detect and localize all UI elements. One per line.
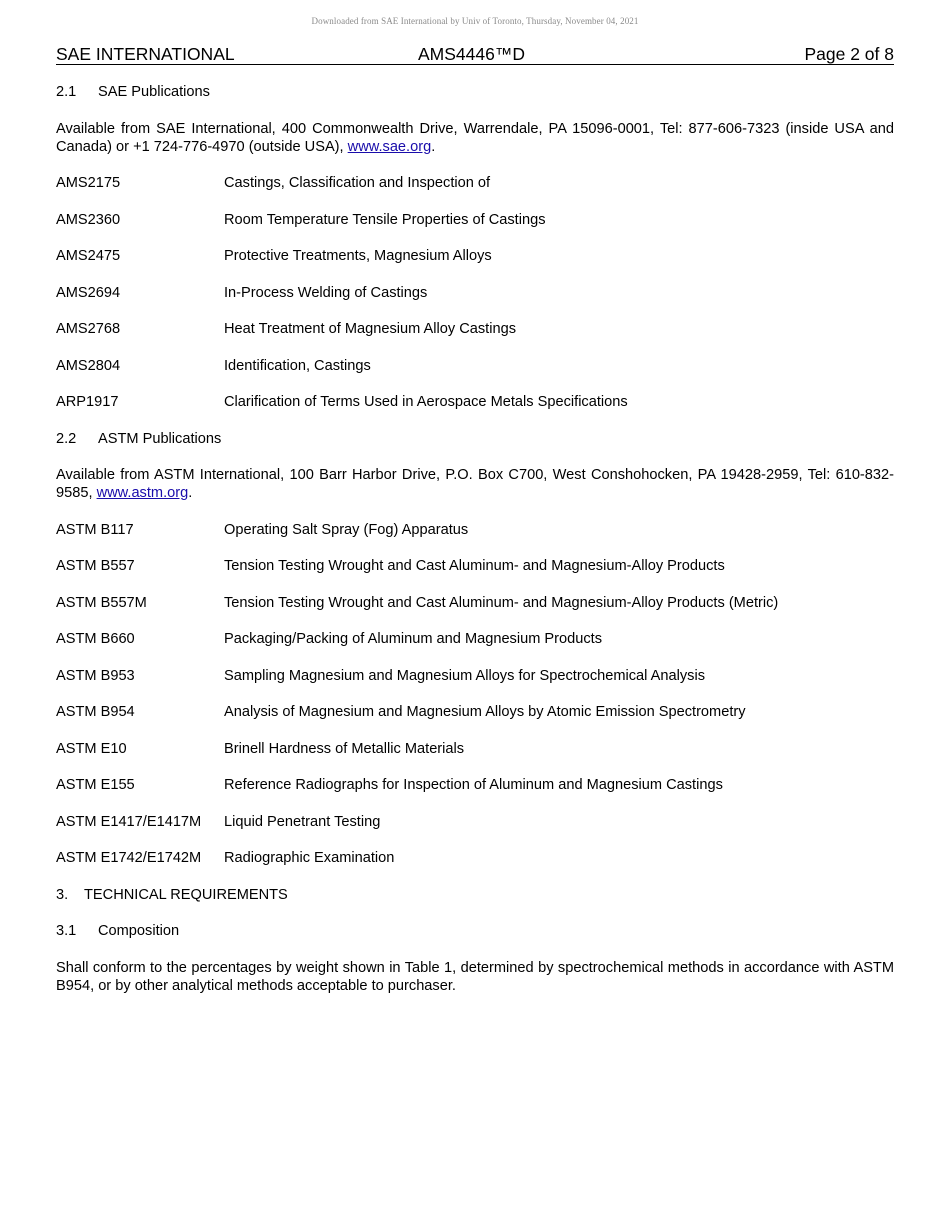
reference-code: ASTM B557 — [56, 558, 135, 574]
reference-title: Brinell Hardness of Metallic Materials — [224, 740, 465, 757]
section-number: 3.1 — [56, 923, 77, 939]
reference-row — [56, 740, 894, 758]
reference-title: Packaging/Packing of Aluminum and Magnesium Products — [224, 631, 603, 647]
sae-website-link[interactable]: www.sae.org — [347, 138, 432, 155]
download-watermark: Downloaded from SAE International by Univ of Toronto, Thursday, November 04, 2021 — [311, 16, 639, 26]
astm-website-link[interactable]: www.astm.org — [96, 485, 189, 501]
section-heading-composition — [56, 922, 894, 940]
reference-code: AMS2804 — [56, 357, 121, 374]
reference-code: AMS2768 — [56, 321, 121, 337]
reference-row — [56, 776, 894, 794]
reference-title: Tension Testing Wrought and Cast Aluminum- and Magnesium-Alloy Products — [224, 558, 725, 574]
reference-row — [56, 594, 894, 612]
page-header — [56, 44, 894, 65]
reference-code: ASTM B117 — [56, 521, 134, 538]
astm-intro-end: . — [188, 485, 193, 501]
sae-availability-paragraph — [56, 120, 894, 156]
reference-row — [56, 521, 894, 539]
reference-title: In-Process Welding of Castings — [224, 284, 428, 301]
reference-title: Clarification of Terms Used in Aerospace Metals Specifications — [224, 394, 628, 410]
reference-title: Heat Treatment of Magnesium Alloy Castings — [224, 321, 517, 337]
sae-reference-list — [56, 174, 894, 411]
reference-row — [56, 393, 894, 411]
reference-row — [56, 667, 894, 685]
reference-code: ASTM B953 — [56, 667, 135, 684]
reference-title: Castings, Classification and Inspection of — [224, 175, 491, 191]
reference-title: Reference Radiographs for Inspection of Aluminum and Magnesium Castings — [224, 777, 723, 793]
reference-row — [56, 247, 894, 265]
reference-code: AMS2360 — [56, 211, 121, 228]
reference-code: ASTM E155 — [56, 777, 135, 793]
reference-row — [56, 703, 894, 721]
reference-row — [56, 630, 894, 648]
astm-reference-list — [56, 521, 894, 868]
reference-code: ASTM E10 — [56, 740, 127, 757]
reference-code: AMS2475 — [56, 248, 121, 264]
section-title: ASTM Publications — [98, 430, 222, 447]
composition-paragraph: Shall conform to the percentages by weight shown in Table 1, determined by spectrochemical methods in accordance with ASTM B954, or by other analytical methods acceptable to purchaser. — [56, 959, 894, 994]
section-title: SAE Publications — [98, 84, 210, 100]
sae-intro-text: Available from SAE International, 400 Commonwealth Drive, Warrendale, PA 15096-0001, Tel: 877-606-7323 (inside USA and Canada) or +1 724-776-4970 (outside USA), — [56, 120, 894, 155]
header-page-number: Page 2 of 8 — [804, 44, 894, 64]
reference-code: ASTM E1742/E1742M — [56, 850, 202, 866]
section-number: 2.2 — [56, 430, 77, 447]
reference-code: ASTM B954 — [56, 704, 135, 720]
reference-title: Room Temperature Tensile Properties of Castings — [224, 211, 546, 228]
section-heading-astm — [56, 430, 894, 448]
reference-title: Liquid Penetrant Testing — [224, 813, 381, 830]
sae-intro-end: . — [431, 138, 436, 155]
reference-row — [56, 813, 894, 831]
reference-title: Protective Treatments, Magnesium Alloys — [224, 248, 492, 264]
section-number: 3. — [56, 886, 69, 903]
section-heading-technical — [56, 886, 894, 904]
section-title: TECHNICAL REQUIREMENTS — [84, 886, 288, 903]
reference-row — [56, 284, 894, 302]
reference-title: Operating Salt Spray (Fog) Apparatus — [224, 521, 469, 538]
reference-code: ASTM E1417/E1417M — [56, 813, 202, 830]
header-document-id: AMS4446™D — [418, 44, 525, 64]
reference-row — [56, 174, 894, 192]
reference-title: Radiographic Examination — [224, 850, 395, 866]
reference-code: ASTM B660 — [56, 631, 135, 647]
reference-title: Identification, Castings — [224, 357, 371, 374]
reference-row — [56, 849, 894, 867]
section-heading-sae — [56, 83, 894, 101]
reference-title: Sampling Magnesium and Magnesium Alloys for Spectrochemical Analysis — [224, 667, 706, 684]
reference-code: ARP1917 — [56, 394, 119, 410]
reference-row — [56, 357, 894, 375]
astm-availability-paragraph — [56, 466, 894, 502]
reference-title: Tension Testing Wrought and Cast Aluminum- and Magnesium-Alloy Products (Metric) — [224, 594, 779, 611]
reference-row — [56, 557, 894, 575]
reference-row — [56, 320, 894, 338]
section-number: 2.1 — [56, 84, 77, 100]
reference-row — [56, 211, 894, 229]
astm-intro-text: Available from ASTM International, 100 Barr Harbor Drive, P.O. Box C700, West Conshohocken, PA 19428-2959, Tel: 610-832-9585, — [56, 467, 894, 501]
reference-code: AMS2175 — [56, 175, 121, 191]
section-title: Composition — [98, 923, 180, 939]
header-organization: SAE INTERNATIONAL — [56, 44, 235, 64]
document-body — [56, 83, 894, 995]
reference-code: AMS2694 — [56, 284, 121, 301]
reference-code: ASTM B557M — [56, 594, 147, 611]
reference-title: Analysis of Magnesium and Magnesium Alloys by Atomic Emission Spectrometry — [224, 704, 746, 720]
